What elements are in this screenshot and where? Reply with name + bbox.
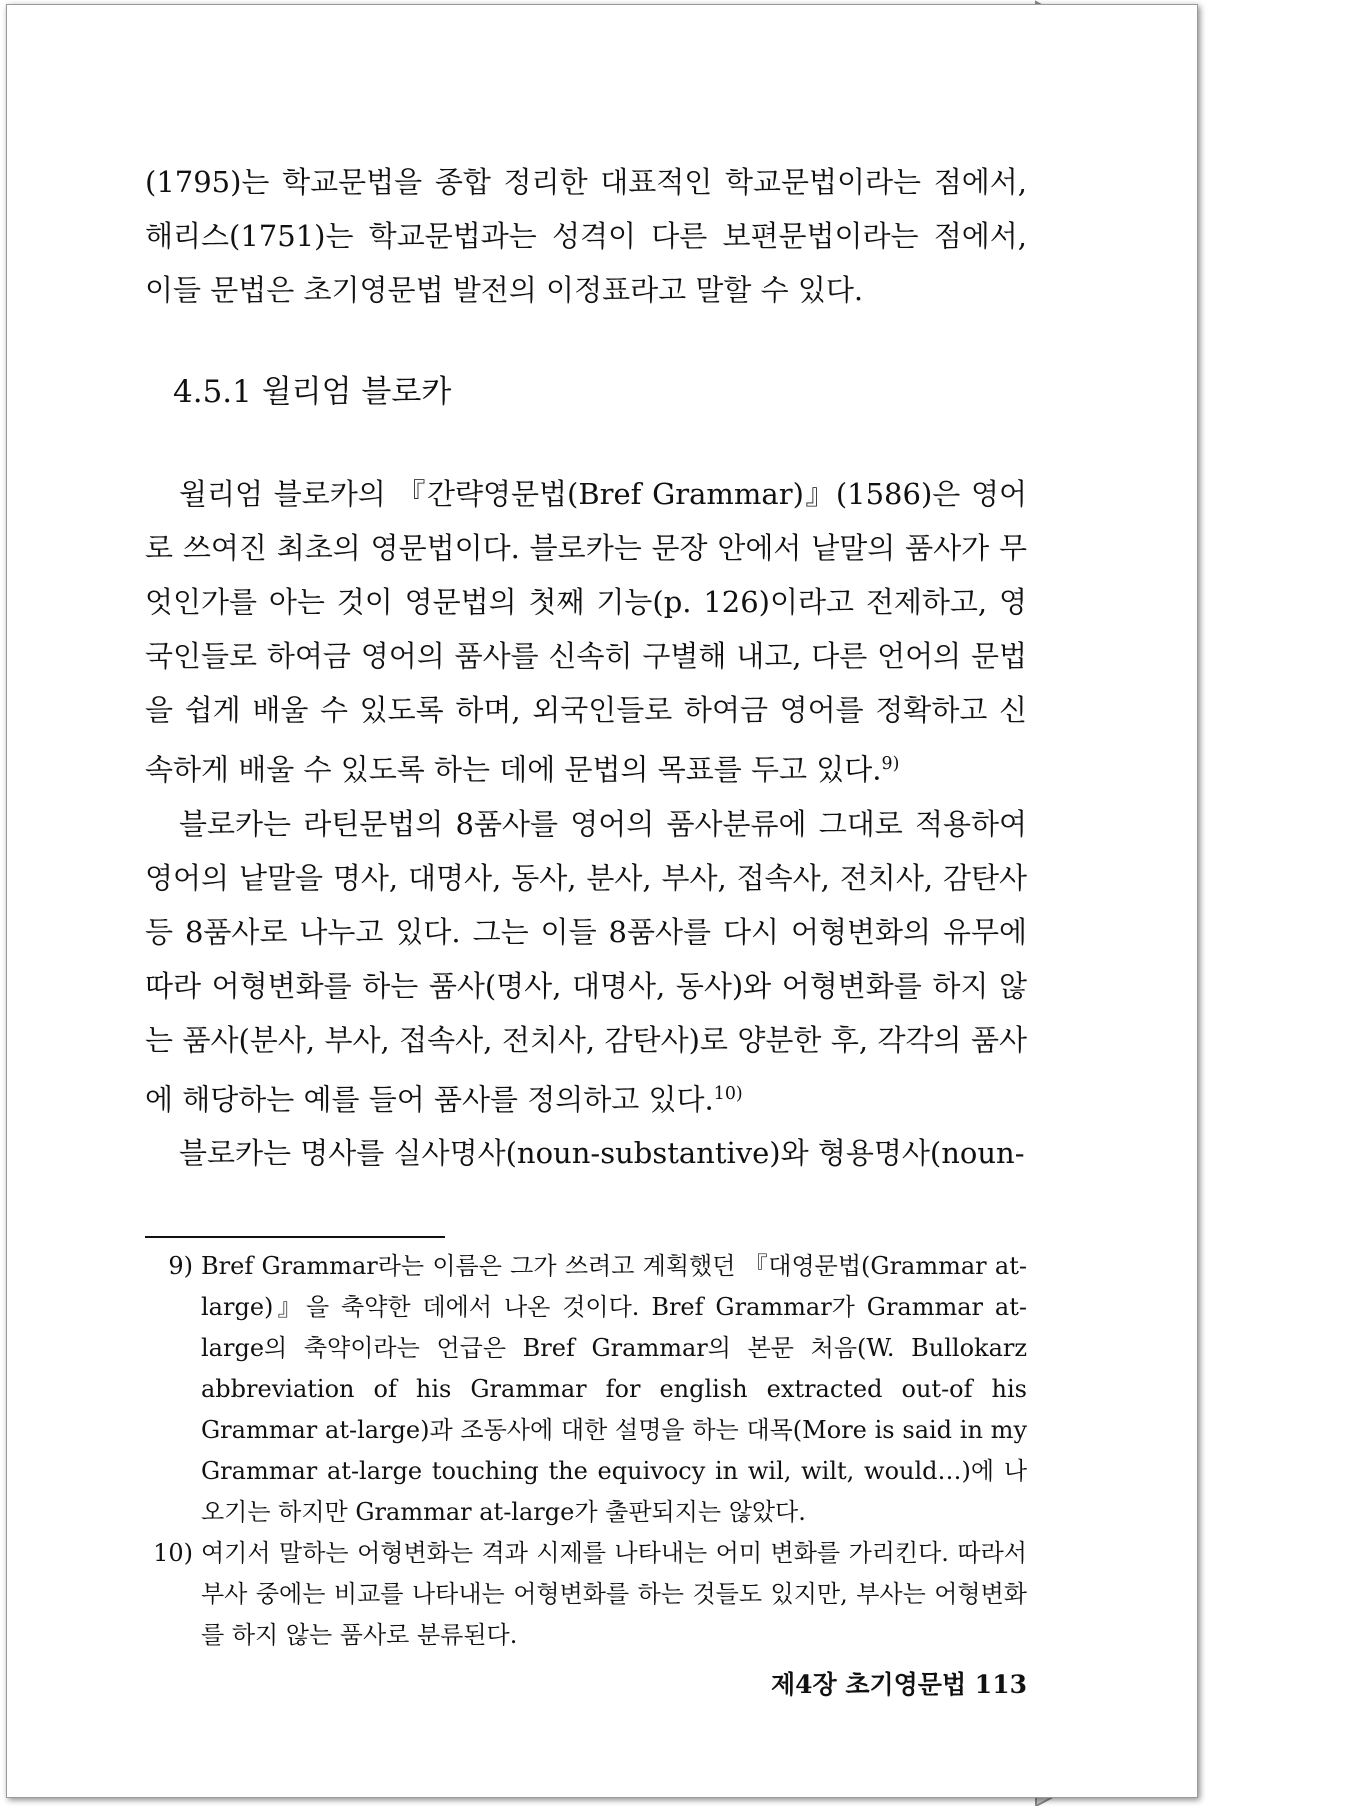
page-body [145, 155, 1027, 1656]
footnote-item [145, 1533, 1027, 1656]
footnote-marker: 10) [713, 1083, 743, 1104]
footnote-number: 9) [168, 1252, 193, 1281]
footnote-text: 여기서 말하는 어형변화는 격과 시제를 나타내는 어미 변화를 가리킨다. 따라서 부사 중에는 비교를 나타내는 어형변화를 하는 것들도 있지만, 부사는 어형변화를 하지 않는 품사로 분류된다. [201, 1539, 1027, 1650]
intro-paragraph: (1795)는 학교문법을 종합 정리한 대표적인 학교문법이라는 점에서, 해리스(1751)는 학교문법과는 성격이 다른 보편문법이라는 점에서, 이들 문법은 초기영문법 발전의 이정표라고 말할 수 있다. [145, 165, 1027, 307]
body-paragraph: 윌리엄 블로카의 『간략영문법(Bref Grammar)』(1586)은 영어로 쓰여진 최초의 영문법이다. 블로카는 문장 안에서 낱말의 품사가 무엇인가를 아는 것이 영문법의 첫째 기능(p. 126)이라고 전제하고, 영국인들로 하여금 영어의 품사를 신속히 구별해 내고, 다른 언어의 문법을 쉽게 배울 수 있도록 하며, 외국인들로 하여금 영어를 정확하고 신속하게 배울 수 있도록 하는 데에 문법의 목표를 두고 있다.$^{9)}$ [145, 477, 1027, 787]
body-paragraph: 블로카는 라틴문법의 8품사를 영어의 품사분류에 그대로 적용하여 영어의 낱말을 명사, 대명사, 동사, 분사, 부사, 접속사, 전치사, 감탄사 등 8품사로 나누고 있다. 그는 이들 8품사를 다시 어형변화의 유무에 따라 어형변화를 하는 품사(명사, 대명사, 동사)와 어형변화를 하지 않는 품사(분사, 부사, 접속사, 전치사, 감탄사)로 양분한 후, 각각의 품사에 해당하는 예를 들어 품사를 정의하고 있다.$^{10)}$ [145, 806, 1027, 1117]
footnote-text: Bref Grammar라는 이름은 그가 쓰려고 계획했던 『대영문법(Grammar at-large)』을 축약한 데에서 나온 것이다. Bref Grammar가 Grammar at-large의 축약이라는 언급은 Bref Grammar의 본문 처음(W. Bullokarz abbreviation of his Grammar for english extracted out-of his Grammar at-large)과 조동사에 대한 설명을 하는 대목(More is said in my Grammar at-large touching the equivocy in wil, wilt, would…)에 나오기는 하지만 Grammar at-large가 출판되지는 않았다. [201, 1252, 1027, 1527]
footnote-marker: 9) [881, 754, 900, 774]
footnote-divider [145, 1236, 445, 1238]
running-footer: 제4장 초기영문법 113 [770, 1670, 1027, 1699]
footnotes [145, 1246, 1027, 1656]
section-heading: 4.5.1 윌리엄 블로카 [173, 374, 452, 410]
footnote-item [145, 1246, 1027, 1533]
footnote-number: 10) [153, 1539, 193, 1568]
body-paragraph: 블로카는 명사를 실사명사(noun-substantive)와 형용명사(noun- [179, 1136, 1025, 1171]
book-page [6, 4, 1198, 1798]
